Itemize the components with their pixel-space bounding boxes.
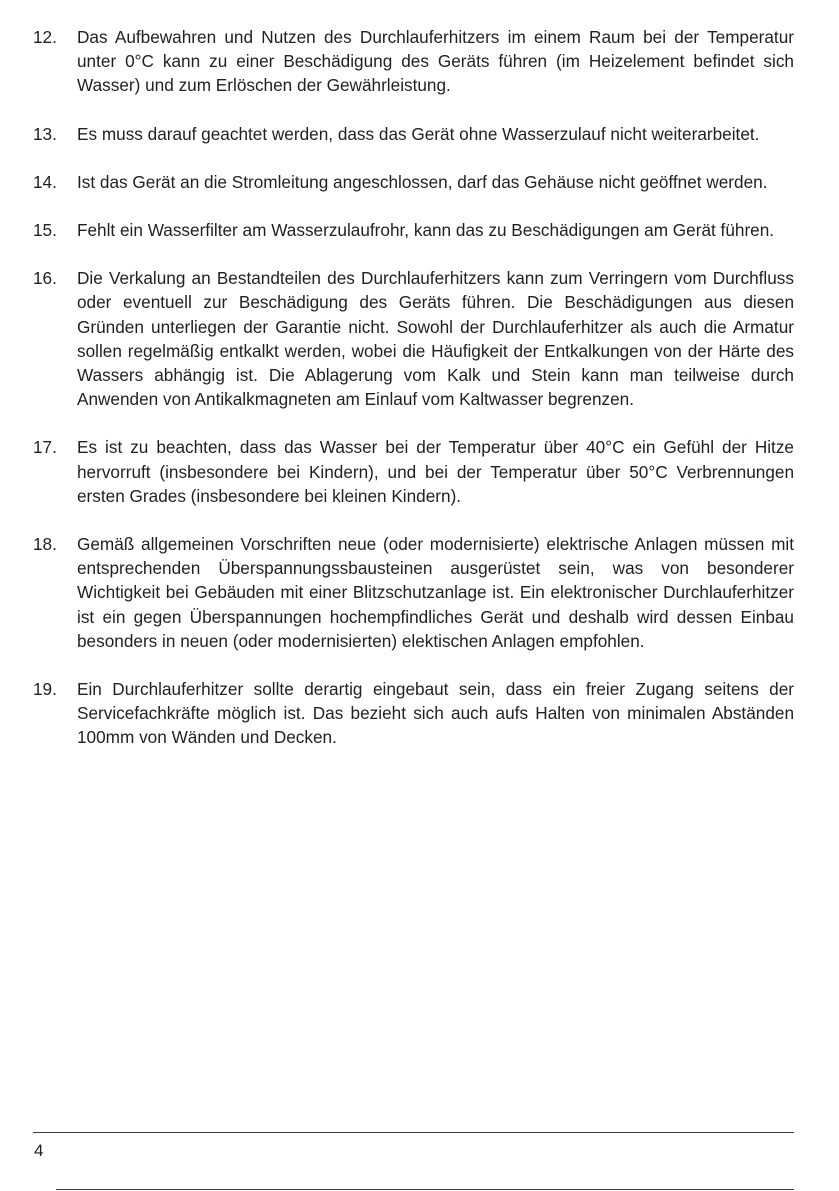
instruction-list <box>33 25 794 774</box>
item-text: Es muss darauf geachtet werden, dass das Gerät ohne Wasserzulauf nicht weiterarbeitet. <box>77 123 760 144</box>
item-number: 16. <box>33 268 57 289</box>
item-text: Fehlt ein Wasserfilter am Wasserzulaufrohr, kann das zu Beschädigungen am Gerät führen. <box>77 220 775 241</box>
footer-divider <box>33 1132 794 1133</box>
item-text: Das Aufbewahren und Nutzen des Durchlauferhitzers im einem Raum bei der Temperatur unter 0°C kann zu einer Beschädigung des Geräts führen (im Heizelement befindet sich Wasser) und zum Erlöschen der Gewährleistung. <box>77 27 794 96</box>
item-text: Ein Durchlauferhitzer sollte derartig eingebaut sein, dass ein freier Zugang seitens der Servicefachkräfte möglich ist. Das bezieht sich auch aufs Halten von minimalen Abständen 100mm von Wänden und Decken. <box>77 679 794 748</box>
list-item-17 <box>33 435 794 508</box>
list-item-18 <box>33 532 794 653</box>
item-text: Die Verkalung an Bestandteilen des Durchlauferhitzers kann zum Verringern vom Durchfluss oder eventuell zur Beschädigung des Geräts führen. Die Beschädigungen aus diesen Gründen unterliegen der Garantie nicht. Sowohl der Durchlauferhitzer als auch die Armatur sollen regelmäßig entkalkt werden, wobei die Häufigkeit der Entkalkungen von der Härte des Wassers abhängig ist. Die Ablagerung vom Kalk und Stein kann man teilweise durch Anwenden von Antikalkmagneten am Einlauf vom Kaltwasser begrenzen. <box>77 268 794 410</box>
list-item-14 <box>33 170 794 194</box>
list-item-16 <box>33 266 794 411</box>
item-text: Es ist zu beachten, dass das Wasser bei der Temperatur über 40°C ein Gefühl der Hitze hervorruft (insbesondere bei Kindern), und bei der Temperatur über 50°C Verbrennungen ersten Grades (insbesondere bei kleinen Kindern). <box>77 437 794 506</box>
item-number: 15. <box>33 220 57 241</box>
bottom-divider <box>56 1189 794 1190</box>
item-text: Gemäß allgemeinen Vorschriften neue (oder modernisierte) elektrische Anlagen müssen mit entsprechenden Überspannungssbausteinen ausgerüstet sein, was von besonderer Wichtigkeit bei Gebäuden mit einer Blitzschutzanlage ist. Ein elektronischer Durchlauferhitzer ist ein gegen Überspannungen hochempfindliches Gerät und deshalb wird dessen Einbau besonders in neuen (oder modernisierten) elektischen Anlagen empfohlen. <box>77 534 794 651</box>
list-item-15 <box>33 218 794 242</box>
list-item-19 <box>33 677 794 750</box>
item-number: 13. <box>33 123 57 144</box>
item-number: 14. <box>33 171 57 192</box>
list-item-12 <box>33 25 794 98</box>
item-number: 12. <box>33 27 57 47</box>
page-number: 4 <box>34 1141 44 1160</box>
item-number: 18. <box>33 534 57 555</box>
item-text: Ist das Gerät an die Stromleitung angeschlossen, darf das Gehäuse nicht geöffnet werden. <box>77 171 768 192</box>
item-number: 17. <box>33 437 57 458</box>
item-number: 19. <box>33 679 57 700</box>
list-item-13 <box>33 122 794 146</box>
